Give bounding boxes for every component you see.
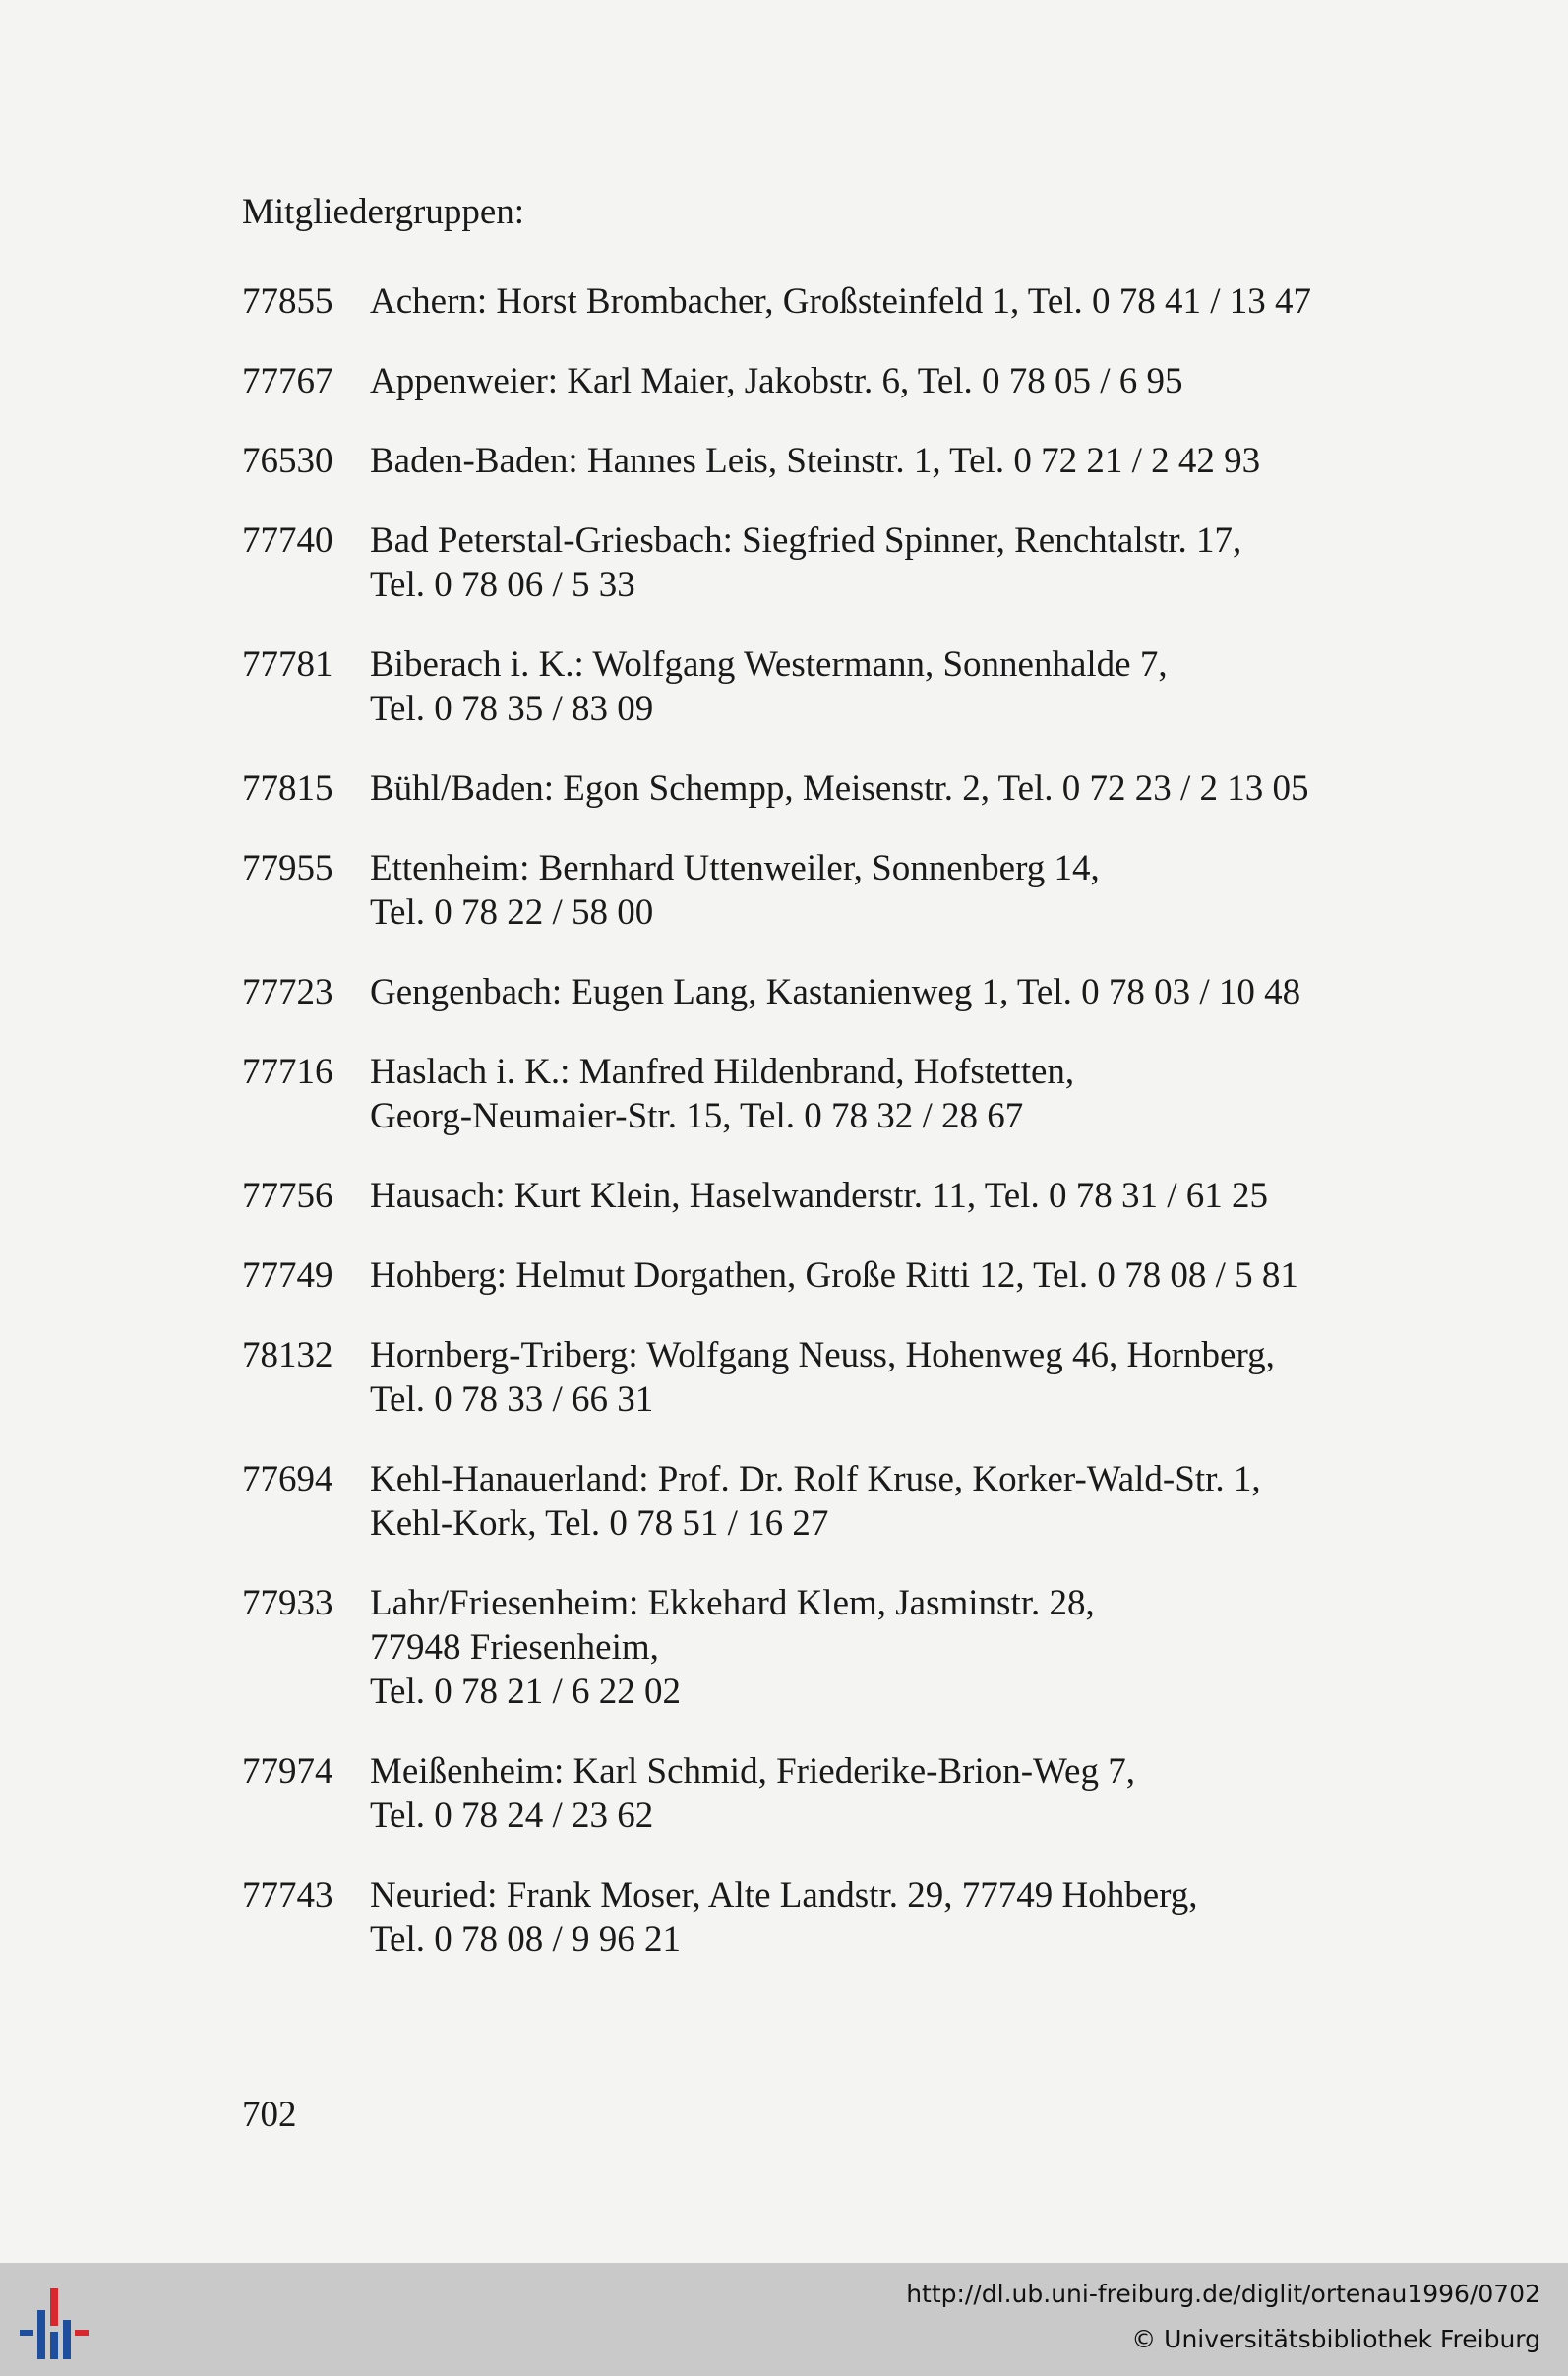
entry-line: Georg-Neumaier-Str. 15, Tel. 0 78 32 / 28 67 bbox=[370, 1096, 1024, 1136]
member-group-entry bbox=[242, 766, 1442, 811]
entry-text bbox=[370, 1174, 1442, 1218]
entry-line: Neuried: Frank Moser, Alte Landstr. 29, 77749 Hohberg, bbox=[370, 1875, 1198, 1916]
postal-code: 77855 bbox=[242, 281, 333, 322]
entry-line: Hausach: Kurt Klein, Haselwanderstr. 11, Tel. 0 78 31 / 61 25 bbox=[370, 1176, 1268, 1216]
entry-line: Achern: Horst Brombacher, Großsteinfeld 1, Tel. 0 78 41 / 13 47 bbox=[370, 281, 1312, 322]
entry-text bbox=[370, 1749, 1442, 1838]
member-group-entry bbox=[242, 439, 1442, 483]
entry-text bbox=[370, 439, 1442, 483]
entry-line: Meißenheim: Karl Schmid, Friederike-Brion-Weg 7, bbox=[370, 1751, 1135, 1792]
postal-code: 77749 bbox=[242, 1255, 333, 1296]
member-group-entry bbox=[242, 1050, 1442, 1138]
entry-line: Tel. 0 78 06 / 5 33 bbox=[370, 565, 635, 605]
entry-line: Bühl/Baden: Egon Schempp, Meisenstr. 2, Tel. 0 72 23 / 2 13 05 bbox=[370, 768, 1309, 809]
member-group-entry bbox=[242, 359, 1442, 403]
member-group-list bbox=[242, 279, 1442, 1997]
member-group-entry bbox=[242, 1253, 1442, 1298]
entry-line: Ettenheim: Bernhard Uttenweiler, Sonnenberg 14, bbox=[370, 848, 1100, 888]
entry-text bbox=[370, 1873, 1442, 1962]
entry-line: Tel. 0 78 35 / 83 09 bbox=[370, 689, 654, 729]
entry-line: Bad Peterstal-Griesbach: Siegfried Spinner, Renchtalstr. 17, bbox=[370, 520, 1242, 561]
entry-line: Kehl-Hanauerland: Prof. Dr. Rolf Kruse, Korker-Wald-Str. 1, bbox=[370, 1459, 1261, 1499]
page-heading: Mitgliedergruppen: bbox=[242, 192, 525, 232]
postal-code: 77933 bbox=[242, 1583, 333, 1623]
copyright-notice: © Universitätsbibliothek Freiburg bbox=[1131, 2325, 1540, 2353]
postal-code: 77694 bbox=[242, 1459, 333, 1499]
entry-line: Hohberg: Helmut Dorgathen, Große Ritti 12, Tel. 0 78 08 / 5 81 bbox=[370, 1255, 1298, 1296]
postal-code: 77740 bbox=[242, 520, 333, 561]
page-number: 702 bbox=[242, 2095, 297, 2135]
entry-line: Hornberg-Triberg: Wolfgang Neuss, Hohenweg 46, Hornberg, bbox=[370, 1335, 1275, 1375]
entry-text bbox=[370, 359, 1442, 403]
entry-line: Haslach i. K.: Manfred Hildenbrand, Hofstetten, bbox=[370, 1052, 1075, 1092]
entry-line: Biberach i. K.: Wolfgang Westermann, Sonnenhalde 7, bbox=[370, 644, 1168, 685]
member-group-entry bbox=[242, 846, 1442, 935]
entry-line: Tel. 0 78 22 / 58 00 bbox=[370, 892, 654, 933]
member-group-entry bbox=[242, 1873, 1442, 1962]
member-group-entry bbox=[242, 1174, 1442, 1218]
postal-code: 77743 bbox=[242, 1875, 333, 1916]
entry-line: Tel. 0 78 33 / 66 31 bbox=[370, 1379, 654, 1420]
entry-line: Tel. 0 78 08 / 9 96 21 bbox=[370, 1919, 681, 1960]
entry-text bbox=[370, 1581, 1442, 1714]
postal-code: 76530 bbox=[242, 441, 333, 481]
entry-text bbox=[370, 1050, 1442, 1138]
member-group-entry bbox=[242, 1457, 1442, 1546]
member-group-entry bbox=[242, 1333, 1442, 1422]
member-group-entry bbox=[242, 279, 1442, 324]
postal-code: 78132 bbox=[242, 1335, 333, 1375]
postal-code: 77781 bbox=[242, 644, 333, 685]
postal-code: 77756 bbox=[242, 1176, 333, 1216]
entry-line: 77948 Friesenheim, bbox=[370, 1627, 659, 1668]
entry-text bbox=[370, 1333, 1442, 1422]
entry-line: Baden-Baden: Hannes Leis, Steinstr. 1, Tel. 0 72 21 / 2 42 93 bbox=[370, 441, 1261, 481]
postal-code: 77723 bbox=[242, 972, 333, 1012]
ub-freiburg-logo-icon bbox=[18, 2281, 96, 2361]
member-group-entry bbox=[242, 970, 1442, 1014]
entry-line: Lahr/Friesenheim: Ekkehard Klem, Jasminstr. 28, bbox=[370, 1583, 1095, 1623]
postal-code: 77716 bbox=[242, 1052, 333, 1092]
entry-line: Tel. 0 78 24 / 23 62 bbox=[370, 1796, 654, 1836]
member-group-entry bbox=[242, 518, 1442, 607]
member-group-entry bbox=[242, 642, 1442, 731]
postal-code: 77767 bbox=[242, 361, 333, 401]
entry-line: Tel. 0 78 21 / 6 22 02 bbox=[370, 1672, 681, 1712]
member-group-entry bbox=[242, 1581, 1442, 1714]
entry-line: Kehl-Kork, Tel. 0 78 51 / 16 27 bbox=[370, 1503, 829, 1544]
permalink-url[interactable]: http://dl.ub.uni-freiburg.de/diglit/ortenau1996/0702 bbox=[906, 2280, 1540, 2308]
entry-text bbox=[370, 518, 1442, 607]
entry-text bbox=[370, 279, 1442, 324]
postal-code: 77815 bbox=[242, 768, 333, 809]
entry-text bbox=[370, 1457, 1442, 1546]
footer-bar bbox=[0, 2263, 1568, 2376]
entry-text bbox=[370, 846, 1442, 935]
entry-text bbox=[370, 1253, 1442, 1298]
entry-text bbox=[370, 642, 1442, 731]
entry-line: Gengenbach: Eugen Lang, Kastanienweg 1, Tel. 0 78 03 / 10 48 bbox=[370, 972, 1301, 1012]
postal-code: 77974 bbox=[242, 1751, 333, 1792]
entry-text bbox=[370, 766, 1442, 811]
entry-text bbox=[370, 970, 1442, 1014]
entry-line: Appenweier: Karl Maier, Jakobstr. 6, Tel. 0 78 05 / 6 95 bbox=[370, 361, 1183, 401]
member-group-entry bbox=[242, 1749, 1442, 1838]
postal-code: 77955 bbox=[242, 848, 333, 888]
